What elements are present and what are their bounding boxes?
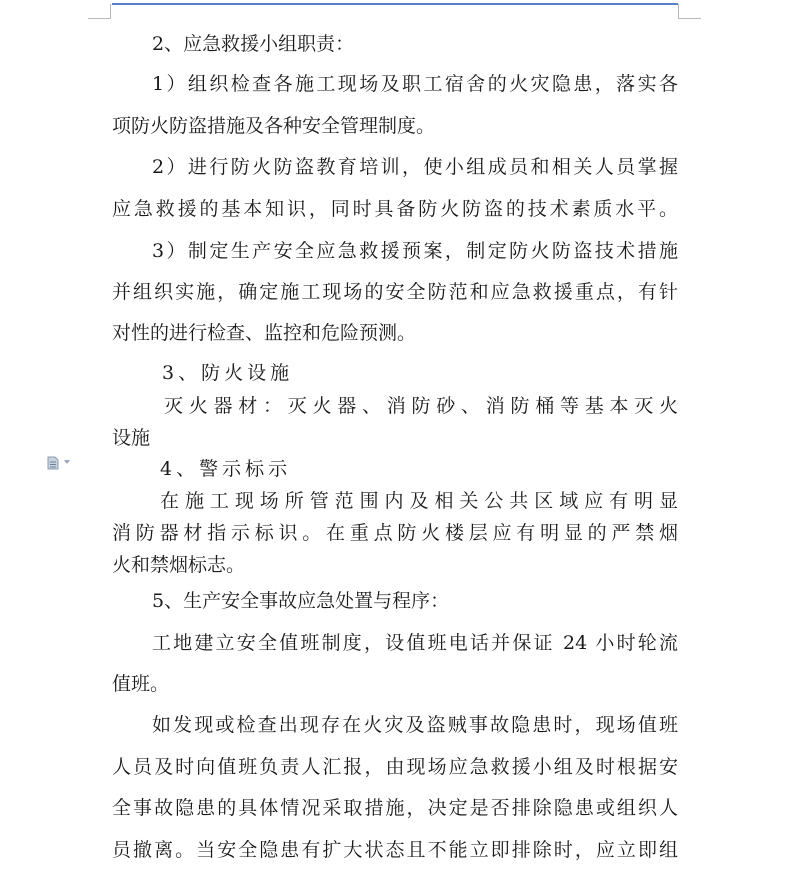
- paragraph-line: 对性的进行检查、监控和危险预测。: [112, 322, 417, 344]
- paragraph-line: 如发现或检查出现存在火灾及盗贼事故隐患时，现场值班: [152, 714, 678, 736]
- paragraph-line: 3）制定生产安全应急救援预案，制定防火防盗技术措施: [152, 240, 678, 262]
- heading-3: 3、防火设施: [162, 362, 294, 384]
- document-icon[interactable]: [46, 456, 60, 470]
- paragraph-line: 1）组织检查各施工现场及职工宿舍的火灾隐患，落实各: [152, 73, 678, 95]
- paragraph-line: 员撤离。当安全隐患有扩大状态且不能立即排除时，应立即组: [112, 839, 678, 861]
- paragraph-line: 灭火器材：灭火器、消防砂、消防桶等基本灭火: [164, 395, 678, 417]
- paragraph-line: 工地建立安全值班制度，设值班电话并保证 24 小时轮流: [152, 632, 678, 654]
- heading-4: 4、警示标示: [160, 458, 292, 480]
- heading-5: 5、生产安全事故应急处置与程序：: [152, 590, 450, 612]
- paragraph-line: 在施工现场所管范围内及相关公共区域应有明显: [160, 490, 678, 512]
- paragraph-line: 人员及时向值班负责人汇报，由现场应急救援小组及时根据安: [112, 756, 678, 778]
- paragraph-line: 设施: [112, 427, 151, 449]
- paragraph-line: 全事故隐患的具体情况采取措施，决定是否排除隐患或组织人: [112, 797, 678, 819]
- page-top-rule: [112, 3, 678, 5]
- paragraph-line: 值班。: [112, 673, 170, 695]
- heading-2: 2、应急救援小组职责：: [152, 33, 355, 55]
- margin-corner-left: [88, 4, 111, 19]
- paragraph-line: 火和禁烟标志。: [112, 554, 246, 576]
- paragraph-line: 消防器材指示标识。在重点防火楼层应有明显的严禁烟: [112, 522, 678, 544]
- chevron-down-icon[interactable]: [64, 460, 70, 464]
- paragraph-line: 应急救援的基本知识，同时具备防火防盗的技术素质水平。: [112, 198, 678, 220]
- paragraph-line: 项防火防盗措施及各种安全管理制度。: [112, 115, 436, 137]
- margin-corner-right: [678, 4, 701, 19]
- paragraph-line: 2）进行防火防盗教育培训，使小组成员和相关人员掌握: [152, 156, 678, 178]
- paragraph-line: 并组织实施，确定施工现场的安全防范和应急救援重点，有针: [112, 281, 678, 303]
